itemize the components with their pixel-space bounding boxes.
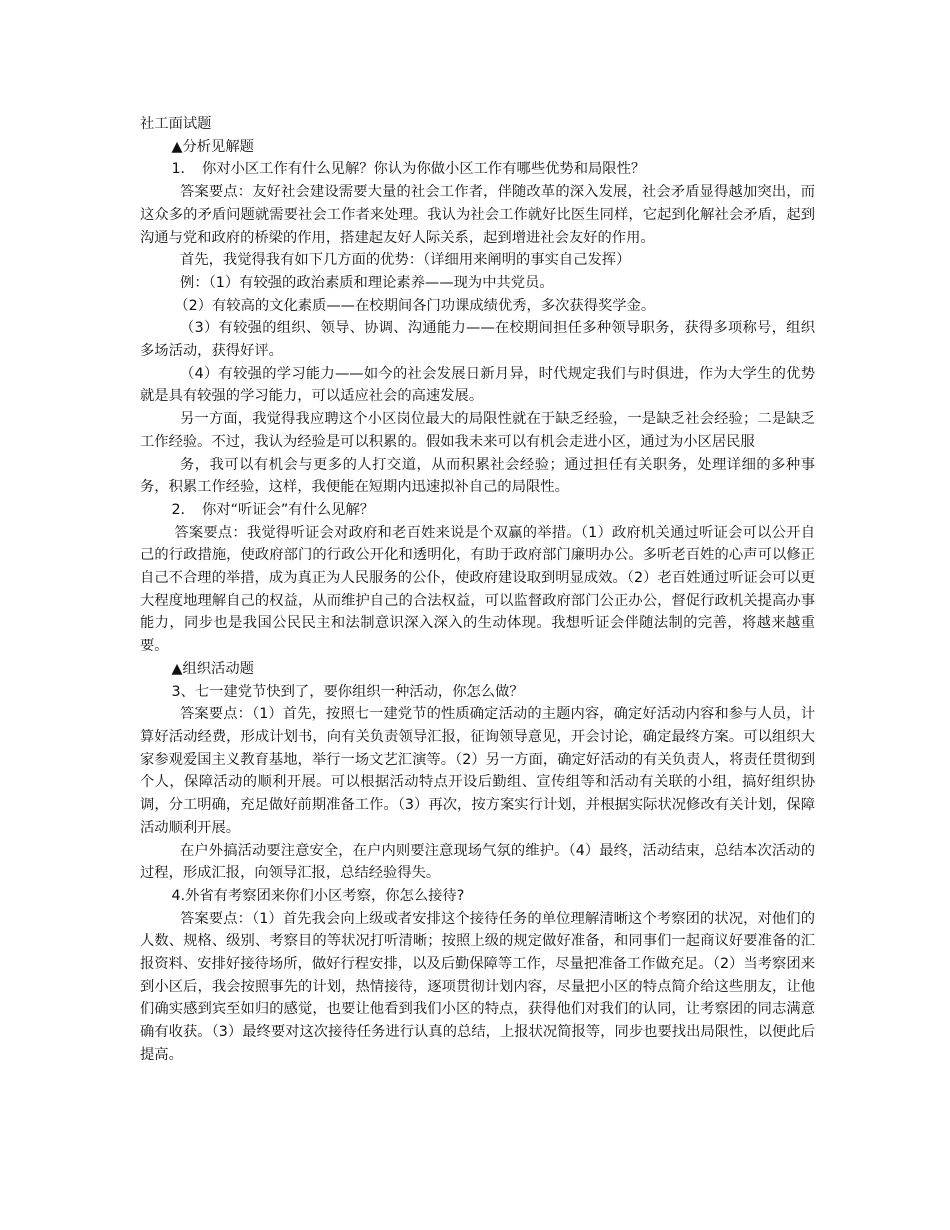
- advantage-1: 例：（1）有较强的政治素质和理论素养——现为中共党员。: [180, 274, 554, 291]
- advantage-3: （3）有较强的组织、领导、协调、沟通能力——在校期间担任多种领导职务，获得多项称号，组织多场活动，获得好评。: [140, 320, 815, 360]
- section-heading-analysis: ▲分析见解题: [171, 138, 254, 155]
- document-page: [140, 113, 815, 1067]
- advantages-intro: 首先，我觉得我有如下几方面的优势：（详细用来阐明的事实自己发挥）: [180, 252, 631, 269]
- document-title: 社工面试题: [140, 116, 212, 132]
- answer-3: 答案要点：（1）首先，按照七一建党节的性质确定活动的主题内容，确定好活动内容和参与人员，计算好活动经费，形成计划书，向有关负责领导汇报，征询领导意见，开会讨论，确定最终方案。可以组织大家参观爱国主义教育基地，举行一场文艺汇演等。（2）另一方面，确定好活动的有关负责人，将责任贯彻到个人，保障活动的顺利开展。可以根据活动特点开设后勤组、宣传组等和活动有关联的小组，搞好组织协调，分工明确，充足做好前期准备工作。（3）再次，按方案实行计划，并根据实际状况修改有关计划，保障活动顺利开展。: [140, 706, 815, 836]
- question-4: 4.外省有考察团来你们小区考察，你怎么接待?: [171, 887, 465, 904]
- question-2: 2． 你对“听证会”有什么见解？: [171, 501, 375, 518]
- question-3: 3、七一建党节快到了，要你组织一种活动，你怎么做？: [171, 683, 524, 700]
- advantage-2: （2）有较高的文化素质——在校期间各门功课成绩优秀，多次获得奖学金。: [174, 297, 656, 314]
- advantage-4: （4）有较强的学习能力——如今的社会发展日新月异，时代规定我们与时俱进，作为大学生的优势就是具有较强的学习能力，可以适应社会的高速发展。: [140, 365, 815, 405]
- answer-1: 答案要点：友好社会建设需要大量的社会工作者，伴随改革的深入发展，社会矛盾显得越加突出，而这众多的矛盾问题就需要社会工作者来处理。我认为社会工作就好比医生同样，它起到化解社会矛盾，起到沟通与党和政府的桥梁的作用，搭建起友好人际关系，起到增进社会友好的作用。: [140, 184, 815, 246]
- answer-2: 答案要点：我觉得听证会对政府和老百姓来说是个双赢的举措。（1）政府机关通过听证会可以公开自己的行政措施，使政府部门的行政公开化和透明化，有助于政府部门廉明办公。多听老百姓的心声可以修正自己不合理的举措，成为真正为人民服务的公仆，使政府建设取到明显成效。（2）老百姓通过听证会可以更大程度地理解自己的权益，从而维护自己的合法权益，可以监督政府部门公正办公，督促行政机关提高办事能力，同步也是我国公民民主和法制意识深入深入的生动体现。我想听证会伴随法制的完善，将越来越重要。: [140, 524, 815, 655]
- answer-4: 答案要点：（1）首先我会向上级或者安排这个接待任务的单位理解清晰这个考察团的状况，对他们的人数、规格、级别、考察目的等状况打听清晰；按照上级的规定做好准备，和同事们一起商议好要准备的汇报资料、安排好接待场所，做好行程安排，以及后勤保障等工作，尽量把准备工作做充足。（2）当考察团来到小区后，我会按照事先的计划，热情接待，逐项贯彻计划内容，尽量把小区的特点简介给这些朋友，让他们确实感到宾至如归的感觉，也要让他看到我们小区的特点，获得他们对我们的认同，让考察团的同志满意确有收获。（3）最终要对这次接待任务进行认真的总结，上报状况简报等，同步也要找出局限性，以便此后提高。: [140, 910, 815, 1063]
- section-heading-organize: ▲组织活动题: [171, 660, 254, 677]
- question-1: 1． 你对小区工作有什么见解？你认为你做小区工作有哪些优势和局限性？: [171, 161, 646, 178]
- answer-3-continued: 在户外搞活动要注意安全，在户内则要注意现场气氛的维护。（4）最终，活动结束，总结本次活动的过程，形成汇报，向领导汇报，总结经验得失。: [140, 842, 815, 882]
- limitations: 另一方面，我觉得我应聘这个小区岗位最大的局限性就在于缺乏经验，一是缺乏社会经验；二是缺乏工作经验。不过，我认为经验是可以积累的。假如我未来可以有机会走进小区，通过为小区居民服: [140, 411, 815, 450]
- limitations-continued: 务，我可以有机会与更多的人打交道，从而积累社会经验；通过担任有关职务，处理详细的多种事务，积累工作经验，这样，我便能在短期内迅速拟补自己的局限性。: [140, 456, 815, 496]
